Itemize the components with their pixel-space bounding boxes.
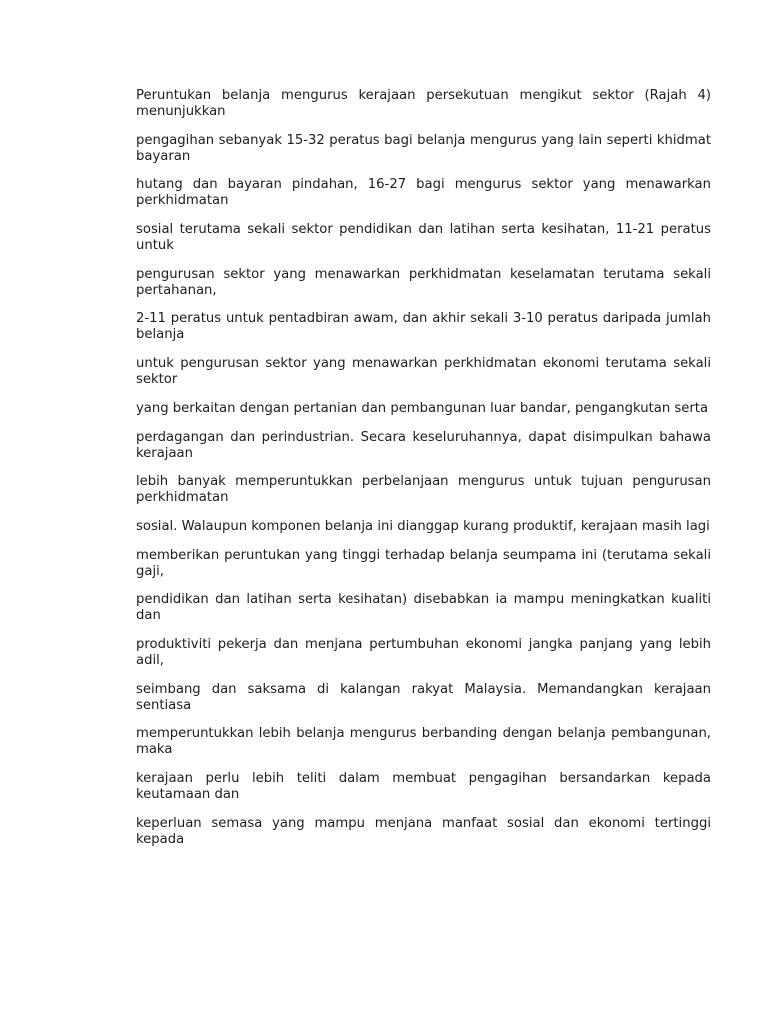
paragraph: pengurusan sektor yang menawarkan perkhidmatan keselamatan terutama sekali pertahanan, <box>136 266 711 298</box>
paragraph: 2-11 peratus untuk pentadbiran awam, dan akhir sekali 3-10 peratus daripada jumlah belanja <box>136 311 711 343</box>
paragraph: Peruntukan belanja mengurus kerajaan persekutuan mengikut sektor (Rajah 4) menunjukkan <box>136 88 711 119</box>
paragraph: pengagihan sebanyak 15-32 peratus bagi belanja mengurus yang lain seperti khidmat bayaran <box>136 132 711 164</box>
paragraph: memperuntukkan lebih belanja mengurus berbanding dengan belanja pembangunan, maka <box>136 726 711 758</box>
paragraph: kerajaan perlu lebih teliti dalam membuat pengagihan bersandarkan kepada keutamaan dan <box>136 771 711 802</box>
paragraph: seimbang dan saksama di kalangan rakyat Malaysia. Memandangkan kerajaan sentiasa <box>136 681 711 713</box>
paragraph: hutang dan bayaran pindahan, 16-27 bagi mengurus sektor yang menawarkan perkhidmatan <box>136 177 711 209</box>
paragraph: yang berkaitan dengan pertanian dan pembangunan luar bandar, pengangkutan serta <box>136 400 709 416</box>
paragraph: sosial terutama sekali sektor pendidikan dan latihan serta kesihatan, 11-21 peratus untuk <box>136 222 711 254</box>
paragraph: untuk pengurusan sektor yang menawarkan perkhidmatan ekonomi terutama sekali sektor <box>136 356 711 388</box>
document-page <box>136 88 711 860</box>
paragraph: lebih banyak memperuntukkan perbelanjaan mengurus untuk tujuan pengurusan perkhidmatan <box>136 474 711 506</box>
paragraph: keperluan semasa yang mampu menjana manfaat sosial dan ekonomi tertinggi kepada <box>136 815 711 847</box>
paragraph: sosial. Walaupun komponen belanja ini dianggap kurang produktif, kerajaan masih lagi <box>136 518 710 534</box>
paragraph: perdagangan dan perindustrian. Secara keseluruhannya, dapat disimpulkan bahawa kerajaan <box>136 429 711 461</box>
paragraph: memberikan peruntukan yang tinggi terhadap belanja seumpama ini (terutama sekali gaji, <box>136 547 711 579</box>
paragraph: produktiviti pekerja dan menjana pertumbuhan ekonomi jangka panjang yang lebih adil, <box>136 636 711 668</box>
paragraph: pendidikan dan latihan serta kesihatan) disebabkan ia mampu meningkatkan kualiti dan <box>136 592 711 624</box>
